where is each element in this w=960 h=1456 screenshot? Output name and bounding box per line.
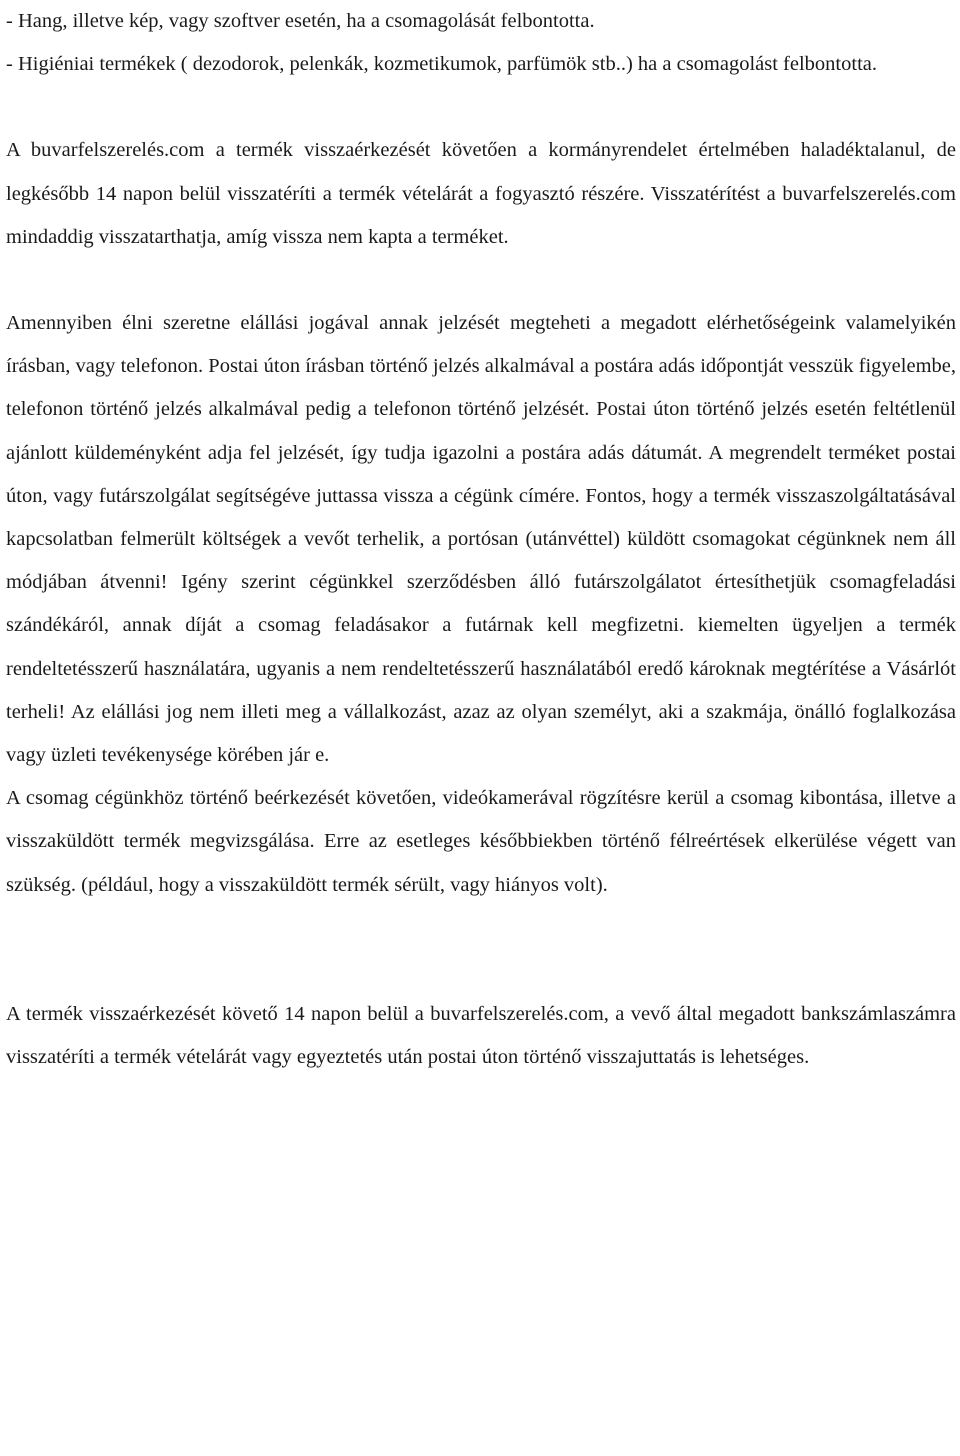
list-item-hygiene: - Higiéniai termékek ( dezodorok, pelenkák, kozmetikumok, parfümök stb..) ha a csomagolást felbontotta. <box>6 53 877 76</box>
document-page <box>6 0 956 1079</box>
spacer <box>6 86 956 129</box>
paragraph-refund: A buvarfelszerelés.com a termék visszaérkezését követően a kormányrendelet értelmében haladéktalanul, de legkésőbb 14 napon belül visszatéríti a termék vételárát a fogyasztó részére. Visszatérítést a buvarfelszerelés.com mindaddig visszatarthatja, amíg vissza nem kapta a terméket. <box>6 139 956 248</box>
spacer <box>6 907 956 993</box>
list-item-software: - Hang, illetve kép, vagy szoftver esetén, ha a csomagolását felbontotta. <box>6 10 595 32</box>
spacer <box>6 259 956 302</box>
paragraph-video-recording: A csomag cégünkhöz történő beérkezését követően, videókamerával rögzítésre kerül a csomag kibontása, illetve a visszaküldött termék megvizsgálása. Erre az esetleges későbbiekben történő félreértések elkerülése végett van szükség. (például, hogy a visszaküldött termék sérült, vagy hiányos volt). <box>6 787 956 896</box>
paragraph-withdrawal: Amennyiben élni szeretne elállási jogával annak jelzését megteheti a megadott elérhetőségeink valamelyikén írásban, vagy telefonon. Postai úton írásban történő jelzés alkalmával a postára adás időpontját vesszük figyelembe, telefonon történő jelzés alkalmával pedig a telefonon történő jelzését. Postai úton történő jelzés esetén feltétlenül ajánlott küldeményként adja fel jelzését, így tudja igazolni a postára adás dátumát. A megrendelt terméket postai úton, vagy futárszolgálat segítségéve juttassa vissza a cégünk címére. Fontos, hogy a termék visszaszolgáltatásával kapcsolatban felmerült költségek a vevőt terhelik, a portósan (utánvéttel) küldött csomagokat cégünknek nem áll módjában átvenni! Igény szerint cégünkkel szerződésben álló futárszolgálatot értesíthetjük csomagfeladási szándékáról, annak díját a csomag feladásakor a futárnak kell megfizetni. kiemelten ügyeljen a termék rendeltetésszerű használatára, ugyanis a nem rendeltetésszerű használatából eredő károknak megtérítése a Vásárlót terheli! Az elállási jog nem illeti meg a vállalkozást, azaz az olyan személyt, aki a szakmája, önálló foglalkozása vagy üzleti tevékenysége körében jár e. <box>6 312 956 767</box>
paragraph-refund-deadline: A termék visszaérkezését követő 14 napon belül a buvarfelszerelés.com, a vevő által megadott bankszámlaszámra visszatéríti a termék vételárát vagy egyeztetés után postai úton történő visszajuttatás is lehetséges. <box>6 1002 956 1069</box>
